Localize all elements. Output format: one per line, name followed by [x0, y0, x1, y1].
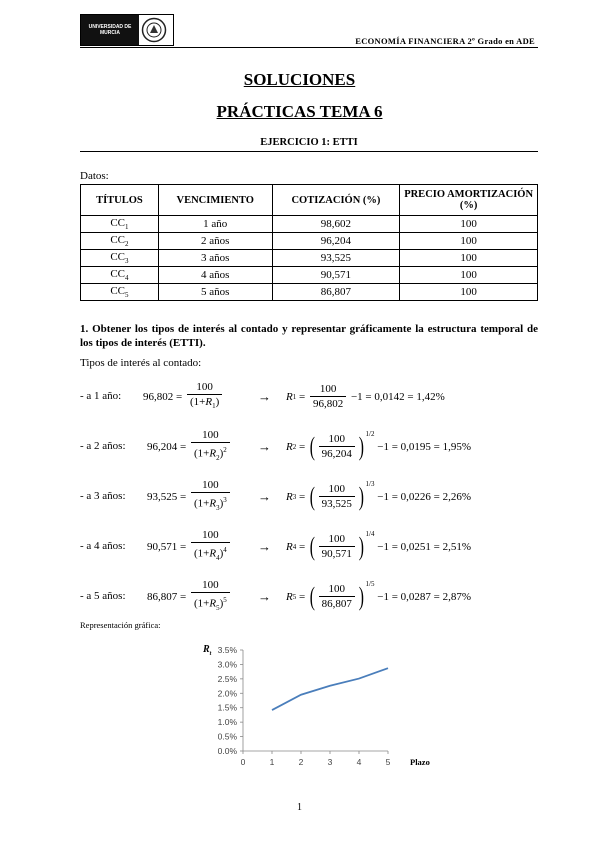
header-vencimiento: VENCIMIENTO [158, 185, 272, 216]
table-row [81, 250, 538, 267]
cell-vencimiento: 5 años [158, 284, 272, 301]
equation-label: - a 1 año: [80, 390, 122, 402]
price-value: 96,204 [147, 441, 178, 453]
rate-result: = 0,0251 = 2,51% [391, 541, 472, 553]
table-header-row [81, 185, 538, 216]
x-tick-label: 3 [327, 757, 333, 767]
arrow-icon: → [258, 489, 271, 504]
tipos-label: Tipos de interés al contado: [80, 357, 202, 369]
rate-equation: R 5 = ( $\frac{100}{86,807}$ ) $^{1/5}$ −1 = 0,0287 = 2,87% [286, 580, 472, 611]
y-tick-label: 1.5% [217, 702, 237, 713]
x-axis-label: Plazo [410, 757, 430, 767]
repr-label: Representación gráfica: [80, 620, 161, 630]
price-equation: 86,807 = $\frac{100}{(1+R_5)^5}$ [147, 580, 232, 614]
data-table [80, 184, 538, 301]
x-tick-label: 1 [269, 757, 275, 767]
table-row [81, 216, 538, 233]
cell-vencimiento: 3 años [158, 250, 272, 267]
header-cotizacion: COTIZACIÓN (%) [272, 185, 400, 216]
arrow-icon: → [258, 389, 271, 404]
price-value: 90,571 [147, 541, 178, 553]
exercise-heading: EJERCICIO 1: ETTI [260, 137, 358, 148]
cell-precio: 100 [400, 284, 538, 301]
cell-cotizacion: 93,525 [272, 250, 400, 267]
price-value: 96,802 [143, 391, 174, 403]
table-row [81, 267, 538, 284]
y-tick-label: 3.5% [217, 645, 237, 655]
logo-text: UNIVERSIDAD DE MURCIA [81, 15, 139, 45]
table-row [81, 233, 538, 250]
header-precio: PRECIO AMORTIZACIÓN (%) [400, 185, 538, 216]
y-tick-label: 2.5% [217, 673, 237, 684]
y-tick-label: 1.0% [217, 717, 237, 728]
cell-vencimiento: 2 años [158, 233, 272, 250]
page-number: 1 [297, 802, 302, 813]
y-tick-label: 2.0% [217, 688, 237, 699]
rate-result: = 0,0226 = 2,26% [391, 491, 472, 503]
cell-precio: 100 [400, 250, 538, 267]
cell-titulo: $CC_5$ [81, 284, 159, 301]
cell-vencimiento: 4 años [158, 267, 272, 284]
rate-equation: R 3 = ( $\frac{100}{93,525}$ ) $^{1/3}$ −1 = 0,0226 = 2,26% [286, 480, 472, 511]
seal-icon [139, 15, 169, 45]
cell-titulo: $CC_4$ [81, 267, 159, 284]
question-1: 1. Obtener los tipos de interés al contado y representar gráficamente la estructura temporal de los tipos de interés (ETTI). [80, 323, 538, 349]
price-value: 93,525 [147, 491, 178, 503]
cell-precio: 100 [400, 216, 538, 233]
rate-result: = 0,0195 = 1,95% [391, 441, 472, 453]
header-divider [80, 47, 538, 48]
arrow-icon: → [258, 439, 271, 454]
university-logo [80, 14, 174, 46]
y-tick-label: 3.0% [217, 659, 237, 670]
price-equation: 90,571 = $\frac{100}{(1+R_4)^4}$ [147, 530, 232, 564]
arrow-icon: → [258, 539, 271, 554]
cell-titulo: $CC_2$ [81, 233, 159, 250]
cell-cotizacion: 96,204 [272, 233, 400, 250]
etti-chart [195, 638, 445, 773]
cell-cotizacion: 86,807 [272, 284, 400, 301]
price-equation: 96,802 = $\frac{100}{(1+R_1)}$ [143, 380, 224, 414]
y-tick-label: 0.5% [217, 731, 237, 742]
price-value: 86,807 [147, 591, 178, 603]
price-equation: 93,525 = $\frac{100}{(1+R_3)^3}$ [147, 480, 232, 514]
equation-label: - a 3 años: [80, 490, 126, 502]
cell-titulo: $CC_3$ [81, 250, 159, 267]
y-tick-label: 0.0% [217, 746, 237, 756]
header-course-title: ECONOMÍA FINANCIERA 2º Grado en ADE [355, 36, 535, 46]
table-row [81, 284, 538, 301]
exercise-divider [80, 151, 538, 152]
datos-label: Datos: [80, 170, 109, 182]
equation-label: - a 5 años: [80, 590, 126, 602]
cell-cotizacion: 98,602 [272, 216, 400, 233]
header-titulos: TÍTULOS [81, 185, 159, 216]
arrow-icon: → [258, 589, 271, 604]
cell-cotizacion: 90,571 [272, 267, 400, 284]
cell-precio: 100 [400, 233, 538, 250]
x-tick-label: 0 [240, 757, 246, 767]
rate-equation: R 2 = ( $\frac{100}{96,204}$ ) $^{1/2}$ −1 = 0,0195 = 1,95% [286, 430, 472, 461]
page-title: SOLUCIONES [243, 70, 356, 89]
cell-precio: 100 [400, 267, 538, 284]
equation-label: - a 2 años: [80, 440, 126, 452]
cell-titulo: $CC_1$ [81, 216, 159, 233]
rate-equation: R 4 = ( $\frac{100}{90,571}$ ) $^{1/4}$ −1 = 0,0251 = 2,51% [286, 530, 472, 561]
price-equation: 96,204 = $\frac{100}{(1+R_2)^2}$ [147, 430, 232, 464]
x-tick-label: 4 [356, 757, 362, 767]
page-subtitle: PRÁCTICAS TEMA 6 [216, 102, 383, 121]
rate-result: = 0,0142 = 1,42% [365, 391, 445, 403]
cell-vencimiento: 1 año [158, 216, 272, 233]
series-line [272, 668, 388, 710]
rate-equation: R 1 = $\frac{100}{96,802}$ −1 = 0,0142 = 1,42% [286, 383, 445, 410]
x-tick-label: 2 [298, 757, 304, 767]
equation-label: - a 4 años: [80, 540, 126, 552]
y-axis-label: $R_t$ [203, 644, 212, 657]
x-tick-label: 5 [385, 757, 391, 767]
rate-result: = 0,0287 = 2,87% [391, 591, 472, 603]
